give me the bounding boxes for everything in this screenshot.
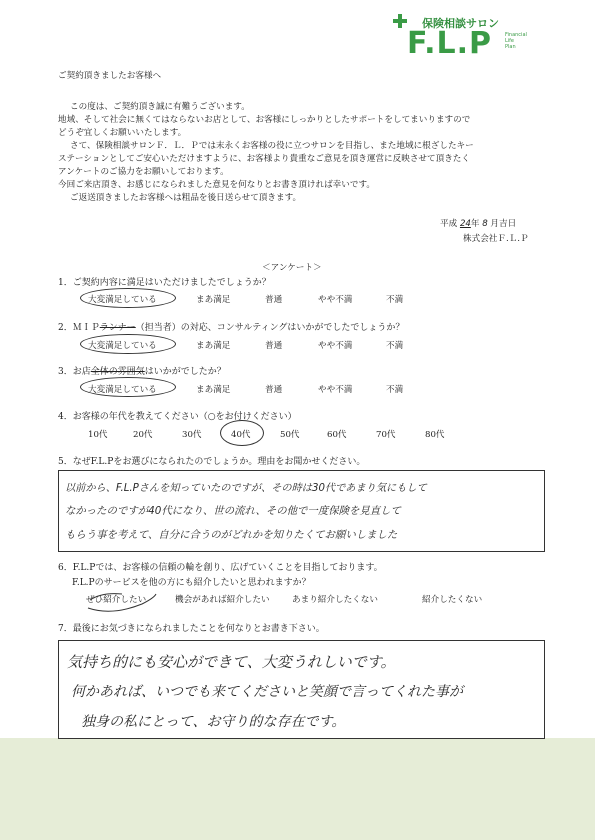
q2-option[interactable]: 不満	[386, 341, 404, 351]
q5-answer-box[interactable]	[58, 470, 545, 552]
salutation: ご契約頂きましたお客様へ	[58, 71, 162, 81]
q1-selected-circle	[80, 288, 176, 308]
page-footer-band	[0, 738, 595, 840]
q4-option[interactable]: 10代	[88, 430, 108, 440]
q4-option[interactable]: 80代	[425, 430, 445, 440]
q6-option[interactable]: 紹介したくない	[422, 595, 483, 605]
q2-option[interactable]: まあ満足	[196, 341, 231, 351]
question-2-label: 2．ＭＩＰランナー（担当者）の対応、コンサルティングはいかがでしたでしょうか？	[58, 323, 405, 333]
q1-option[interactable]: 大変満足している	[88, 295, 157, 305]
q2-option[interactable]: 普通	[265, 341, 283, 351]
question-3-label: 3．お店全体の雰囲気はいかがでしたか？	[58, 367, 226, 377]
q6-option[interactable]: 機会があれば紹介したい	[175, 595, 270, 605]
logo-title: 保険相談サロン	[422, 17, 499, 30]
q6-option[interactable]: あまり紹介したくない	[292, 595, 378, 605]
letter-line: 今回ご来店頂き、お感じになられました意見を何なりとお書き頂ければ幸いです。	[58, 180, 375, 190]
q3-option[interactable]: まあ満足	[196, 385, 231, 395]
q1-option[interactable]: 普通	[265, 295, 283, 305]
question-1-label: 1．ご契約内容に満足はいただけましたでしょうか？	[58, 278, 271, 288]
q3-selected-circle	[80, 377, 176, 397]
letter-line: アンケートのご協力をお願いしております。	[58, 167, 229, 177]
q4-selected-circle	[220, 420, 264, 446]
q3-option[interactable]: 大変満足している	[88, 385, 157, 395]
letter-line: ステーションとしてご安心いただけますように、お客様より貴重なご意見を頂き運営に反映させて頂きたく	[58, 154, 470, 164]
q4-option[interactable]: 50代	[280, 430, 300, 440]
q7-answer-box[interactable]	[58, 640, 545, 739]
q6-selected-mark	[82, 590, 162, 616]
q3-option[interactable]: 普通	[265, 385, 283, 395]
question-4-label: 4．お客様の年代を教えてください（○をお付けください）	[58, 412, 297, 422]
q1-option[interactable]: やや不満	[318, 295, 353, 305]
question-7-label: 7．最後にお気づきになられましたことを何なりとお書き下さい。	[58, 624, 325, 634]
q1-option[interactable]: まあ満足	[196, 295, 231, 305]
letter-date: 平成 24年 8 月吉日	[440, 219, 517, 229]
q7-answer-line: 何かあれば、いつでも来てくださいと笑顔で言ってくれた事が	[71, 684, 463, 700]
q2-selected-circle	[80, 334, 176, 354]
q4-option[interactable]: 30代	[182, 430, 202, 440]
q3-option[interactable]: やや不満	[318, 385, 353, 395]
letter-line: この度は、ご契約頂き誠に有難うございます。	[70, 102, 250, 112]
plus-icon	[393, 14, 407, 28]
company-name: 株式会社Ｆ.Ｌ.Ｐ	[463, 234, 529, 244]
q5-answer-line: もらう事を考えて、自分に合うのがどれかを知りたくてお願いしました	[65, 529, 398, 541]
q2-option[interactable]: 大変満足している	[88, 341, 157, 351]
date-year-handwritten: 24	[459, 219, 471, 229]
question-5-label: 5．なぜF.L.Pをお選びになられたのでしょうか。理由をお聞かせください。	[58, 457, 366, 467]
question-6-label-1: 6．F.L.Pでは、お客様の信頼の輪を創り、広げていくことを目指しております。	[58, 563, 383, 573]
q5-answer-line: なかったのですが40代になり、世の流れ、その他で一度保険を見直して	[65, 505, 401, 517]
date-month-handwritten: 8	[482, 219, 488, 229]
q4-option[interactable]: 60代	[327, 430, 347, 440]
q1-option[interactable]: 不満	[386, 295, 404, 305]
letter-line: さて、保険相談サロンＦ．Ｌ．Ｐでは末永くお客様の役に立つサロンを目指し、また地域に根ざしたキー	[70, 141, 474, 151]
q5-answer-line: 以前から、F.L.Pさんを知っていたのですが、その時は30代であまり気にもして	[65, 483, 427, 494]
survey-title: ＜アンケート＞	[262, 263, 322, 273]
q4-option[interactable]: 40代	[231, 430, 251, 440]
letter-line: どうぞ宜しくお願いいたします。	[58, 128, 187, 138]
q4-option[interactable]: 20代	[133, 430, 153, 440]
letter-line: 地域、そして社会に無くてはならないお店として、お客様にしっかりとしたサポートをしてまいりますので	[58, 115, 471, 125]
q7-answer-line: 気持ち的にも安心ができて、大変うれしいです。	[67, 653, 396, 671]
q4-option[interactable]: 70代	[376, 430, 396, 440]
q2-option[interactable]: やや不満	[318, 341, 353, 351]
logo-subtitle: Financial Life Plan	[505, 32, 527, 50]
logo-mark: F.L.P	[407, 26, 492, 61]
q7-answer-line: 独身の私にとって、お守り的な存在です。	[81, 714, 346, 730]
letter-line: ご返送頂きましたお客様へは粗品を後日送らせて頂きます。	[70, 193, 302, 203]
q3-option[interactable]: 不満	[386, 385, 404, 395]
q6-option[interactable]: ぜひ紹介したい	[86, 595, 147, 605]
question-6-label-2: F.L.Pのサービスを他の方にも紹介したいと思われますか？	[72, 578, 311, 588]
